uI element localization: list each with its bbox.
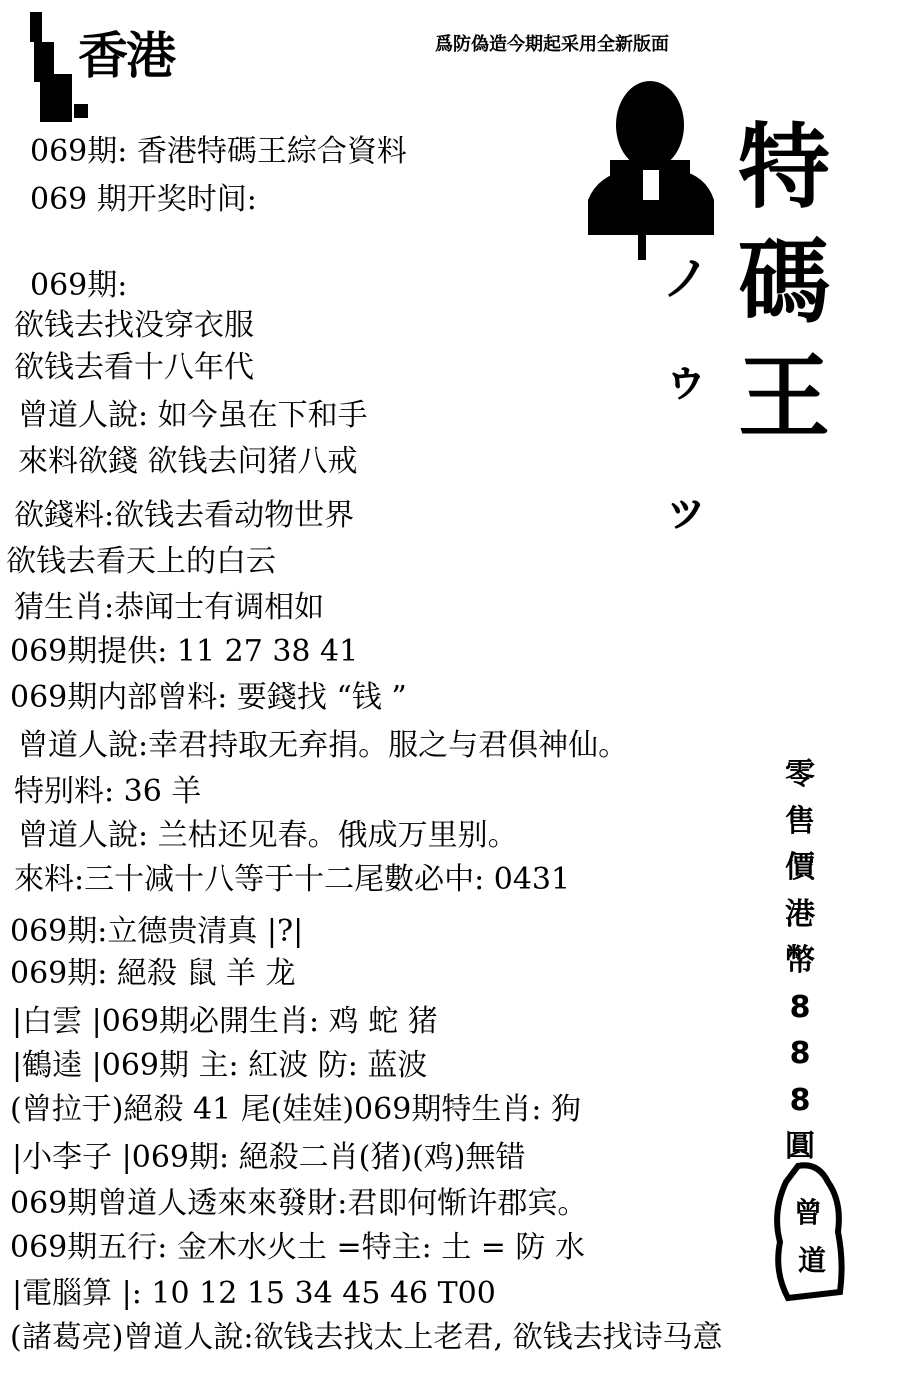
riddle-line: 欲钱去找没穿衣服 xyxy=(14,308,254,343)
special-zodiac: (曾拉于)絕殺 41 尾(娃娃)069期特生肖: 狗 xyxy=(10,1092,581,1127)
logo-text: 香港 xyxy=(78,27,174,85)
kill-zodiacs: 069期: 絕殺 鼠 羊 龙 xyxy=(10,956,296,991)
riddle-line: 欲钱去看十八年代 xyxy=(14,350,254,385)
riddle-material: 欲錢料:欲钱去看动物世界 xyxy=(14,498,355,533)
title-char: 特 xyxy=(738,114,831,221)
squiggle-2: ゥ xyxy=(662,351,711,407)
kill-two-zodiacs: |小李子 |069期: 絕殺二肖(猪)(鸡)無错 xyxy=(12,1140,526,1175)
must-open-zodiacs: |白雲 |069期必開生肖: 鸡 蛇 猪 xyxy=(12,1004,438,1039)
fortune-saying: 069期曾道人透來來發財:君即何惭许郡宾。 xyxy=(10,1186,588,1221)
computer-numbers: |電腦算 |: 10 12 15 34 45 46 T00 xyxy=(12,1276,496,1311)
svg-text:曾: 曾 xyxy=(793,1196,823,1229)
portrait-image xyxy=(588,70,718,260)
vertical-title xyxy=(738,110,831,455)
price-char: 售 xyxy=(785,803,815,839)
taoist-saying: 曾道人說:幸君持取无弃捐。服之与君俱神仙。 xyxy=(18,728,629,763)
price-column xyxy=(775,752,825,1171)
price-char: 港 xyxy=(785,896,815,932)
guess-zodiac: 猜生肖:恭闻士有调相如 xyxy=(14,590,325,625)
special-material: 特别料: 36 羊 xyxy=(14,774,202,809)
price-char: 圓 xyxy=(785,1129,815,1164)
issue-title: 069期: 香港特碼王綜合資料 xyxy=(30,134,407,169)
issue-label: 069期: xyxy=(30,268,128,303)
price-char: 價 xyxy=(785,850,815,885)
price-char: 8 xyxy=(789,1082,811,1118)
price-char: 零 xyxy=(785,757,815,792)
title-char: 碼 xyxy=(738,229,831,336)
internal-material: 069期内部曾料: 要錢找 “钱 ” xyxy=(10,680,407,715)
header-notice: 爲防偽造今期起采用全新版面 xyxy=(435,34,669,55)
svg-text:道: 道 xyxy=(797,1244,827,1277)
squiggle-1: ノ xyxy=(662,251,711,307)
price-char: 幣 xyxy=(785,943,815,978)
five-elements: 069期五行: 金木水火土 =特主: 土 = 防 水 xyxy=(10,1230,585,1265)
seal-stamp xyxy=(768,1162,848,1302)
draw-time: 069 期开奖时间: xyxy=(30,182,257,217)
price-char: 8 xyxy=(789,1036,811,1071)
incoming-material: 來料:三十减十八等于十二尾數必中: 0431 xyxy=(14,862,571,897)
taoist-saying: 曾道人說: 如今虽在下和手 xyxy=(18,398,368,433)
issue-riddle: 069期:立德贵清真 |?| xyxy=(10,914,304,949)
wave-colors: |鶴逵 |069期 主: 紅波 防: 蓝波 xyxy=(12,1048,428,1083)
incoming-material: 來料欲錢 欲钱去问猪八戒 xyxy=(18,444,358,479)
title-char: 王 xyxy=(738,344,831,451)
squiggle-3: ッ xyxy=(662,481,711,537)
final-saying: (諸葛亮)曾道人說:欲钱去找太上老君, 欲钱去找诗马意 xyxy=(10,1320,723,1355)
provided-numbers: 069期提供: 11 27 38 41 xyxy=(10,634,359,669)
riddle-line: 欲钱去看天上的白云 xyxy=(6,544,276,579)
taoist-saying: 曾道人說: 兰枯还见春。俄成万里别。 xyxy=(18,818,518,853)
price-char: 8 xyxy=(789,989,811,1025)
